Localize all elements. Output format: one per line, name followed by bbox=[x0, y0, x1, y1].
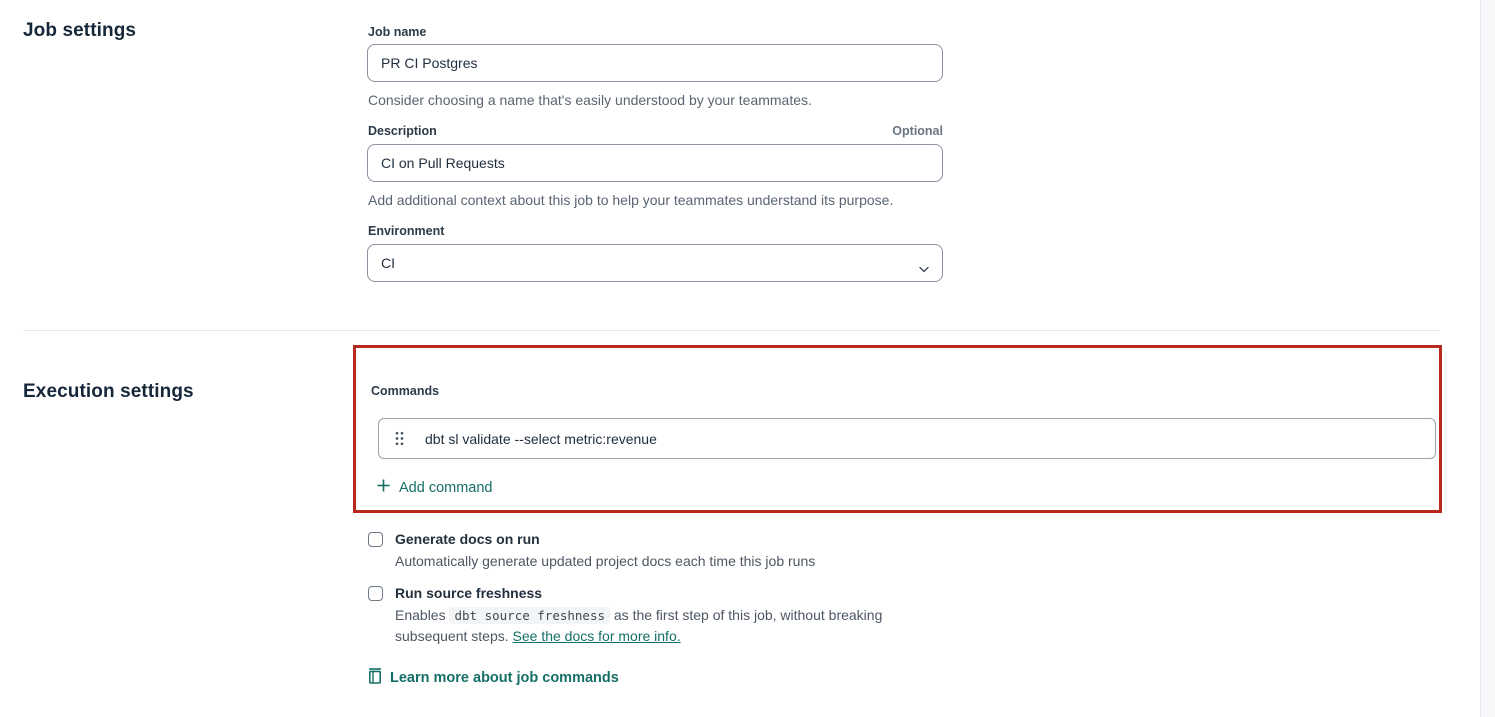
generate-docs-label[interactable]: Generate docs on run bbox=[395, 531, 540, 547]
chevron-down-icon bbox=[919, 260, 929, 276]
environment-selected-value: CI bbox=[381, 255, 395, 271]
command-text-input[interactable]: dbt sl validate --select metric:revenue bbox=[425, 430, 657, 447]
freshness-helper-suffix: as the first step of this job, without breaking subsequent steps. bbox=[395, 607, 883, 644]
description-input[interactable] bbox=[367, 144, 943, 182]
plus-icon bbox=[377, 479, 390, 496]
generate-docs-checkbox[interactable] bbox=[368, 532, 383, 547]
description-label: Description bbox=[368, 124, 437, 138]
vertical-scrollbar[interactable] bbox=[1480, 0, 1495, 717]
freshness-code-chip: dbt source freshness bbox=[449, 607, 610, 624]
learn-more-label: Learn more about job commands bbox=[390, 670, 619, 686]
execution-settings-heading: Execution settings bbox=[23, 381, 194, 402]
book-icon bbox=[368, 668, 382, 688]
run-source-freshness-label[interactable]: Run source freshness bbox=[395, 585, 543, 601]
add-command-button[interactable] bbox=[377, 479, 493, 496]
generate-docs-row bbox=[368, 531, 968, 575]
commands-label: Commands bbox=[371, 384, 440, 398]
see-docs-link[interactable]: See the docs for more info. bbox=[512, 628, 681, 644]
job-settings-heading: Job settings bbox=[23, 20, 137, 41]
description-helper: Add additional context about this job to help your teammates understand its purpose. bbox=[368, 192, 894, 208]
job-name-input[interactable] bbox=[367, 44, 943, 82]
generate-docs-helper: Automatically generate updated project docs each time this job runs bbox=[395, 553, 816, 569]
learn-more-button[interactable] bbox=[368, 668, 619, 688]
environment-label: Environment bbox=[368, 224, 445, 238]
run-source-freshness-checkbox[interactable] bbox=[368, 586, 383, 601]
freshness-helper-prefix: Enables bbox=[395, 607, 446, 623]
run-source-freshness-helper bbox=[395, 605, 938, 646]
run-source-freshness-row bbox=[368, 585, 968, 647]
add-command-label: Add command bbox=[399, 479, 493, 496]
job-name-label: Job name bbox=[368, 25, 427, 39]
job-name-helper: Consider choosing a name that's easily understood by your teammates. bbox=[368, 92, 812, 108]
description-optional-badge: Optional bbox=[892, 124, 943, 138]
command-row bbox=[378, 418, 1436, 459]
section-divider bbox=[23, 330, 1440, 331]
drag-handle-icon[interactable] bbox=[395, 431, 404, 446]
commands-highlight-annotation bbox=[353, 345, 1442, 513]
environment-select[interactable] bbox=[367, 244, 943, 282]
